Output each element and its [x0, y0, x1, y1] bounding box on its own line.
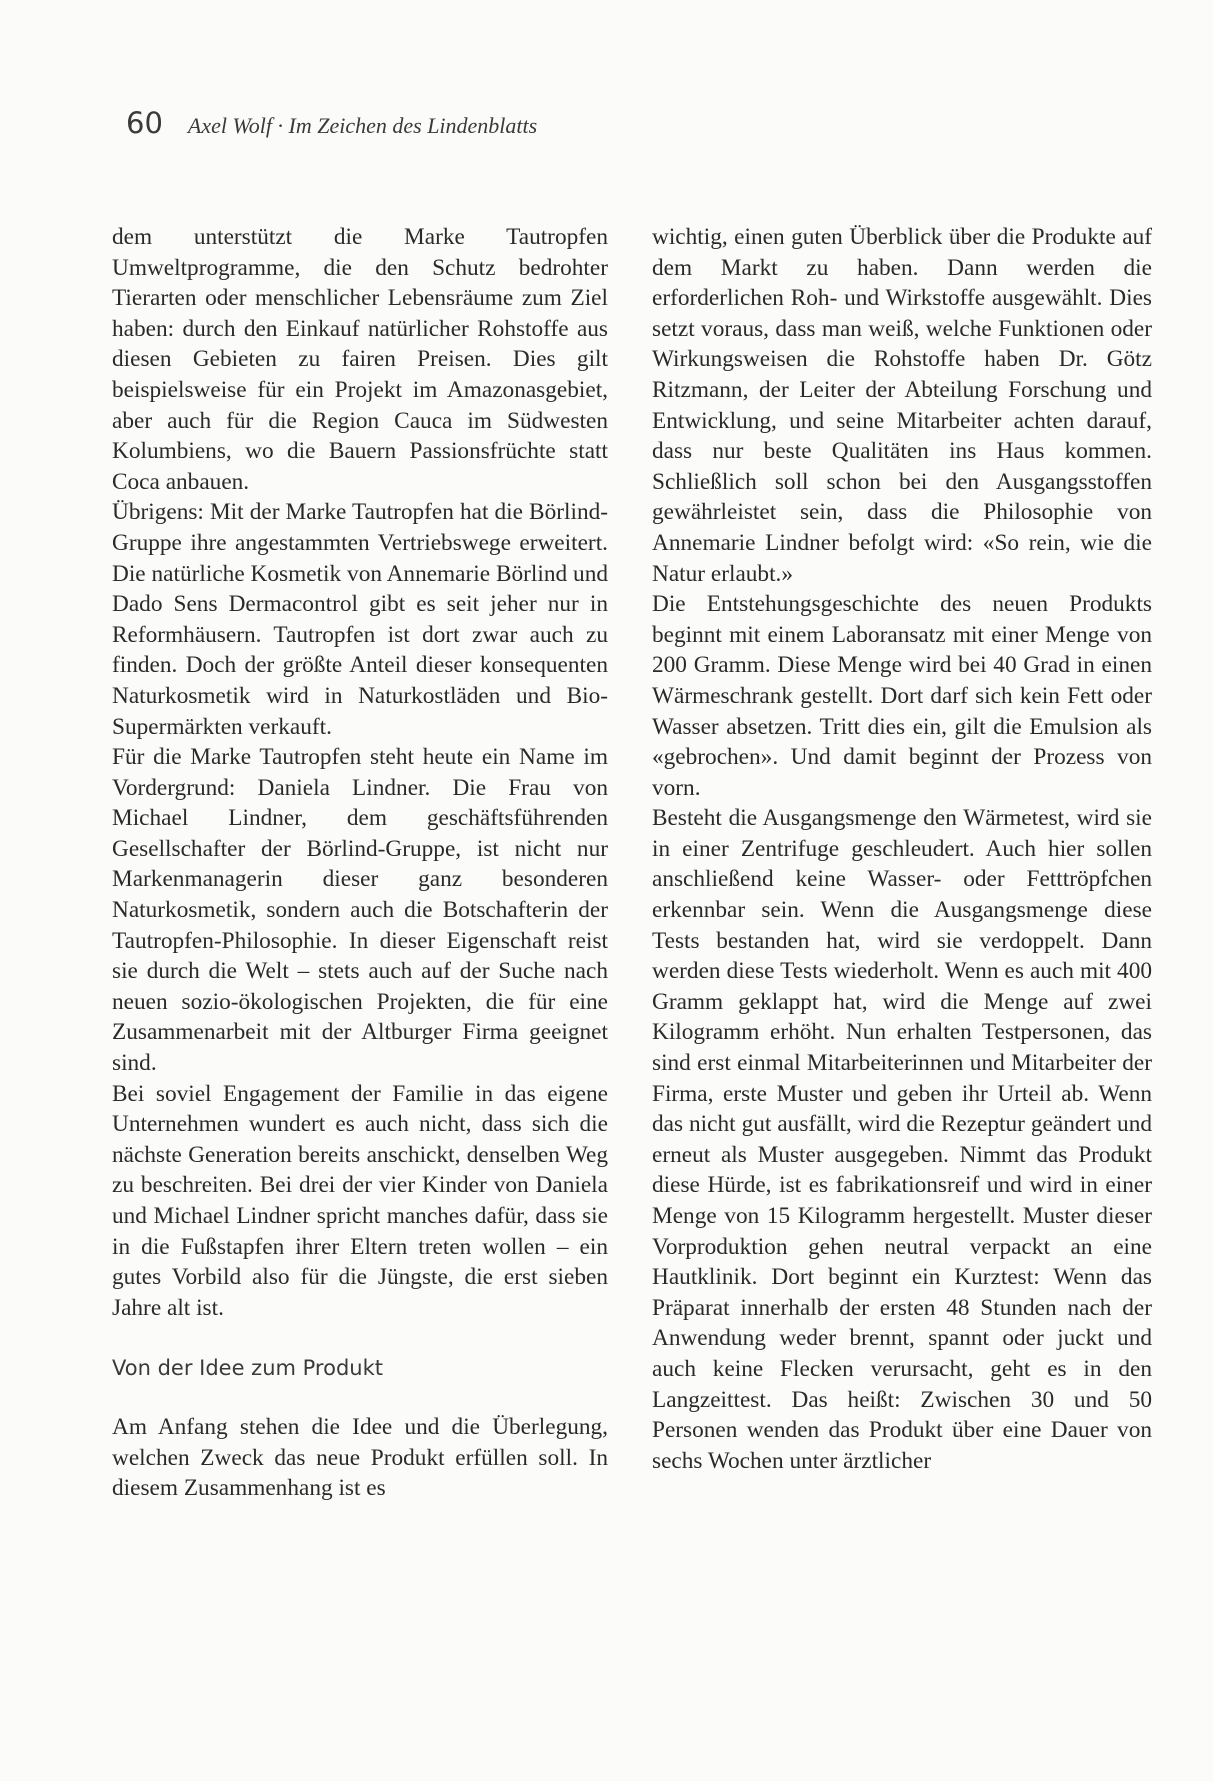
left-column	[112, 222, 608, 1504]
paragraph: Besteht die Ausgangsmenge den Wärmetest, wird sie in einer Zentrifuge geschleudert. Auch hier sollen anschließend keine Wasser- oder Fetttröpfchen erkennbar sein. Wenn die Ausgangsmenge diese Tests bestanden hat, wird sie verdoppelt. Dann werden diese Tests wiederholt. Wenn es auch mit 400 Gramm geklappt hat, wird die Menge auf zwei Kilogramm erhöht. Nun erhalten Testpersonen, das sind erst einmal Mitarbeiterinnen und Mitarbeiter der Firma, erste Muster und geben ihr Urteil ab. Wenn das nicht gut ausfällt, wird die Rezeptur geändert und erneut als Muster ausgegeben. Nimmt das Produkt diese Hürde, ist es fabrikationsreif und wird in einer Menge von 15 Kilogramm hergestellt. Muster dieser Vorproduktion gehen neutral verpackt an eine Hautklinik. Dort beginnt ein Kurztest: Wenn das Präparat innerhalb der ersten 48 Stunden nach der Anwendung weder brennt, spannt oder juckt und auch keine Flecken verursacht, geht es in den Langzeittest. Das heißt: Zwischen 30 und 50 Personen wenden das Produkt über eine Dauer von sechs Wochen unter ärztlicher	[652, 805, 1152, 1474]
paragraph: Am Anfang stehen die Idee und die Überlegung, welchen Zweck das neue Produkt erfüllen soll. In diesem Zusammenhang ist es	[112, 1413, 608, 1502]
page-number: 60	[126, 106, 163, 140]
paragraph: Übrigens: Mit der Marke Tautropfen hat die Börlind-Gruppe ihre angestammten Vertriebswege erweitert. Die natürliche Kosmetik von Annemarie Börlind und Dado Sens Dermacontrol gibt es seit jeher nur in Reformhäusern. Tautropfen ist dort zwar auch zu finden. Doch der größte Anteil dieser konsequenten Naturkosmetik wird in Naturkostläden und Bio-Supermärkten verkauft.	[112, 499, 608, 740]
running-head: Axel Wolf · Im Zeichen des Lindenblatts	[187, 113, 538, 138]
paragraph: Für die Marke Tautropfen steht heute ein Name im Vordergrund: Daniela Lindner. Die Frau von Michael Lindner, dem geschäftsführenden Gesellschafter der Börlind-Gruppe, ist nicht nur Markenmanagerin dieser ganz besonderen Naturkosmetik, sondern auch die Botschafterin der Tautropfen-Philosophie. In dieser Eigenschaft reist sie durch die Welt – stets auch auf der Suche nach neuen sozio-ökologischen Projekten, die für eine Zusammenarbeit mit der Altburger Firma geeignet sind.	[112, 744, 608, 1077]
right-column	[652, 222, 1152, 1476]
paragraph: Die Entstehungsgeschichte des neuen Produkts beginnt mit einem Laboransatz mit einer Menge von 200 Gramm. Diese Menge wird bei 40 Grad in einen Wärmeschrank gestellt. Dort darf sich kein Fett oder Wasser absetzen. Tritt dies ein, gilt die Emulsion als «gebrochen». Und damit beginnt der Prozess von vorn.	[652, 591, 1152, 801]
paragraph: Bei soviel Engagement der Familie in das eigene Unternehmen wundert es auch nicht, dass sich die nächste Generation bereits anschickt, denselben Weg zu beschreiten. Bei drei der vier Kinder von Daniela und Michael Lindner spricht manches dafür, dass sie in die Fußstapfen ihrer Eltern treten wollen – ein gutes Vorbild also für die Jüngste, die erst sieben Jahre alt ist.	[112, 1080, 608, 1321]
paragraph: wichtig, einen guten Überblick über die Produkte auf dem Markt zu haben. Dann werden die erforderlichen Roh- und Wirkstoffe ausgewählt. Dies setzt voraus, dass man weiß, welche Funktionen oder Wirkungsweisen die Rohstoffe haben Dr. Götz Ritzmann, der Leiter der Abteilung Forschung und Entwicklung, und seine Mitarbeiter achten darauf, dass nur beste Qualitäten ins Haus kommen. Schließlich soll schon bei den Ausgangsstoffen gewährleistet sein, dass die Philosophie von Annemarie Lindner befolgt wird: «So rein, wie die Natur erlaubt.»	[652, 224, 1152, 587]
page-header	[126, 106, 537, 140]
section-heading: Von der Idee zum Produkt	[112, 1356, 383, 1381]
paragraph: dem unterstützt die Marke Tautropfen Umweltprogramme, die den Schutz bedrohter Tierarten oder menschlicher Lebensräume zum Ziel haben: durch den Einkauf natürlicher Rohstoffe aus diesen Gebieten zu fairen Preisen. Dies gilt beispielsweise für ein Projekt im Amazonasgebiet, aber auch für die Region Cauca im Südwesten Kolumbiens, wo die Bauern Passionsfrüchte statt Coca anbauen.	[112, 224, 608, 495]
